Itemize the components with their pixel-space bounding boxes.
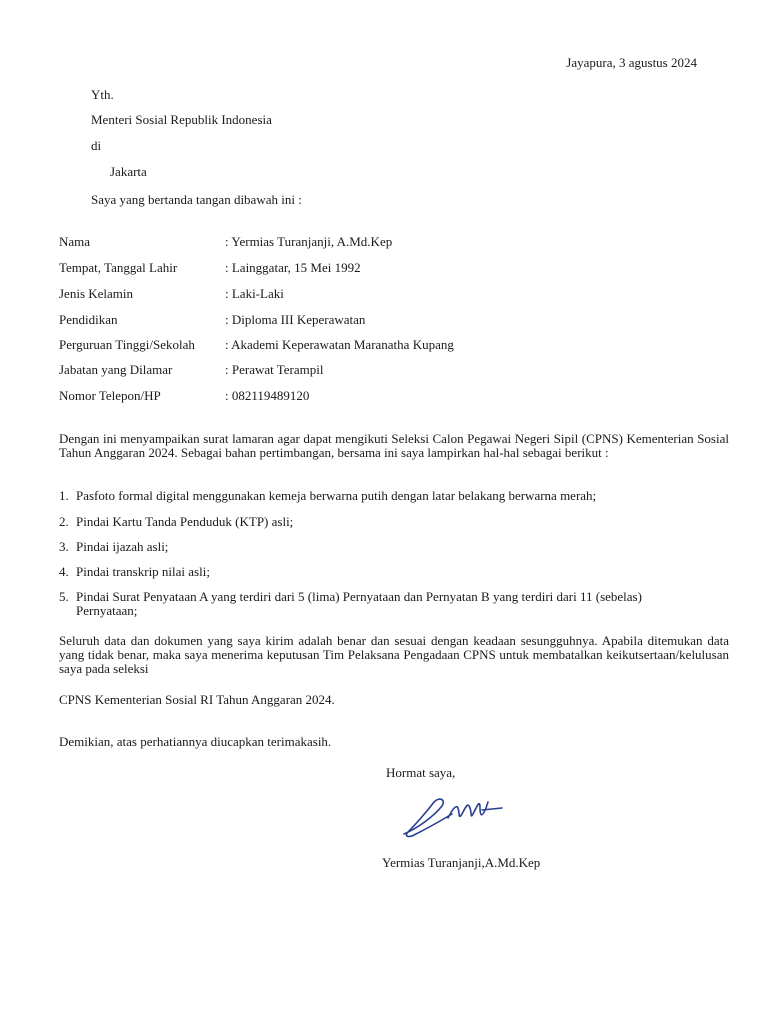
identity-value: : Perawat Terampil xyxy=(225,362,324,377)
signer-name: Yermias Turanjanji,A.Md.Kep xyxy=(382,855,541,870)
list-item-text: Pindai transkrip nilai asli; xyxy=(76,564,210,579)
identity-value: : Yermias Turanjanji, A.Md.Kep xyxy=(225,234,393,249)
list-item xyxy=(59,489,699,503)
list-item-text: Pindai Kartu Tanda Penduduk (KTP) asli; xyxy=(76,514,294,529)
identity-value: : 082119489120 xyxy=(225,388,310,403)
identity-value: : Laki-Laki xyxy=(225,286,284,301)
list-item-number: 3. xyxy=(59,539,69,554)
closing-line: Hormat saya, xyxy=(386,765,456,780)
intro-line: Saya yang bertanda tangan dibawah ini : xyxy=(91,192,302,207)
identity-label: Pendidikan xyxy=(59,312,118,327)
identity-value: : Diploma III Keperawatan xyxy=(225,312,366,327)
recipient-name: Menteri Sosial Republik Indonesia xyxy=(91,112,272,127)
list-item-number: 2. xyxy=(59,514,69,529)
list-item-text: Pindai ijazah asli; xyxy=(76,539,169,554)
recipient-salutation: Yth. xyxy=(91,87,114,102)
list-item xyxy=(59,540,699,554)
identity-label: Nama xyxy=(59,234,91,249)
list-item-number: 1. xyxy=(59,488,69,503)
list-item-number: 5. xyxy=(59,589,69,604)
identity-label: Perguruan Tinggi/Sekolah xyxy=(59,337,195,352)
recipient-city: Jakarta xyxy=(110,164,147,179)
signature-image xyxy=(398,788,510,844)
identity-label: Nomor Telepon/HP xyxy=(59,388,161,403)
list-item-number: 4. xyxy=(59,564,69,579)
identity-value: : Akademi Keperawatan Maranatha Kupang xyxy=(225,337,454,352)
list-item-text: Pasfoto formal digital menggunakan kemeja berwarna putih dengan latar belakang berwarna merah; xyxy=(76,488,597,503)
place-date: Jayapura, 3 agustus 2024 xyxy=(566,55,697,70)
statement-line: CPNS Kementerian Sosial RI Tahun Anggaran 2024. xyxy=(59,692,335,707)
identity-label: Jenis Kelamin xyxy=(59,286,134,301)
identity-label: Tempat, Tanggal Lahir xyxy=(59,260,178,275)
list-item xyxy=(59,515,699,529)
identity-label: Jabatan yang Dilamar xyxy=(59,362,173,377)
thanks-line: Demikian, atas perhatiannya diucapkan terimakasih. xyxy=(59,734,332,749)
body-paragraph: Dengan ini menyampaikan surat lamaran agar dapat mengikuti Seleksi Calon Pegawai Negeri Sipil (CPNS) Kementerian Sosial Tahun Anggaran 2024. Sebagai bahan pertimbangan, bersama ini saya lampirkan hal-hal sebagai berikut : xyxy=(59,431,729,460)
list-item xyxy=(59,590,699,618)
identity-value: : Lainggatar, 15 Mei 1992 xyxy=(225,260,361,275)
statement-paragraph: Seluruh data dan dokumen yang saya kirim adalah benar dan sesuai dengan keadaan sesungguhnya. Apabila ditemukan data yang tidak benar, maka saya menerima keputusan Tim Pelaksana Pengadaan CPNS untuk membatalkan keikutsertaan/kelulusan saya pada seleksi xyxy=(59,633,729,676)
list-item xyxy=(59,565,699,579)
list-item-text: Pindai Surat Penyataan A yang terdiri dari 5 (lima) Pernyataan dan Pernyatan B yang terdiri dari 11 (sebelas) Pernyataan; xyxy=(76,589,642,618)
recipient-di: di xyxy=(91,138,102,153)
